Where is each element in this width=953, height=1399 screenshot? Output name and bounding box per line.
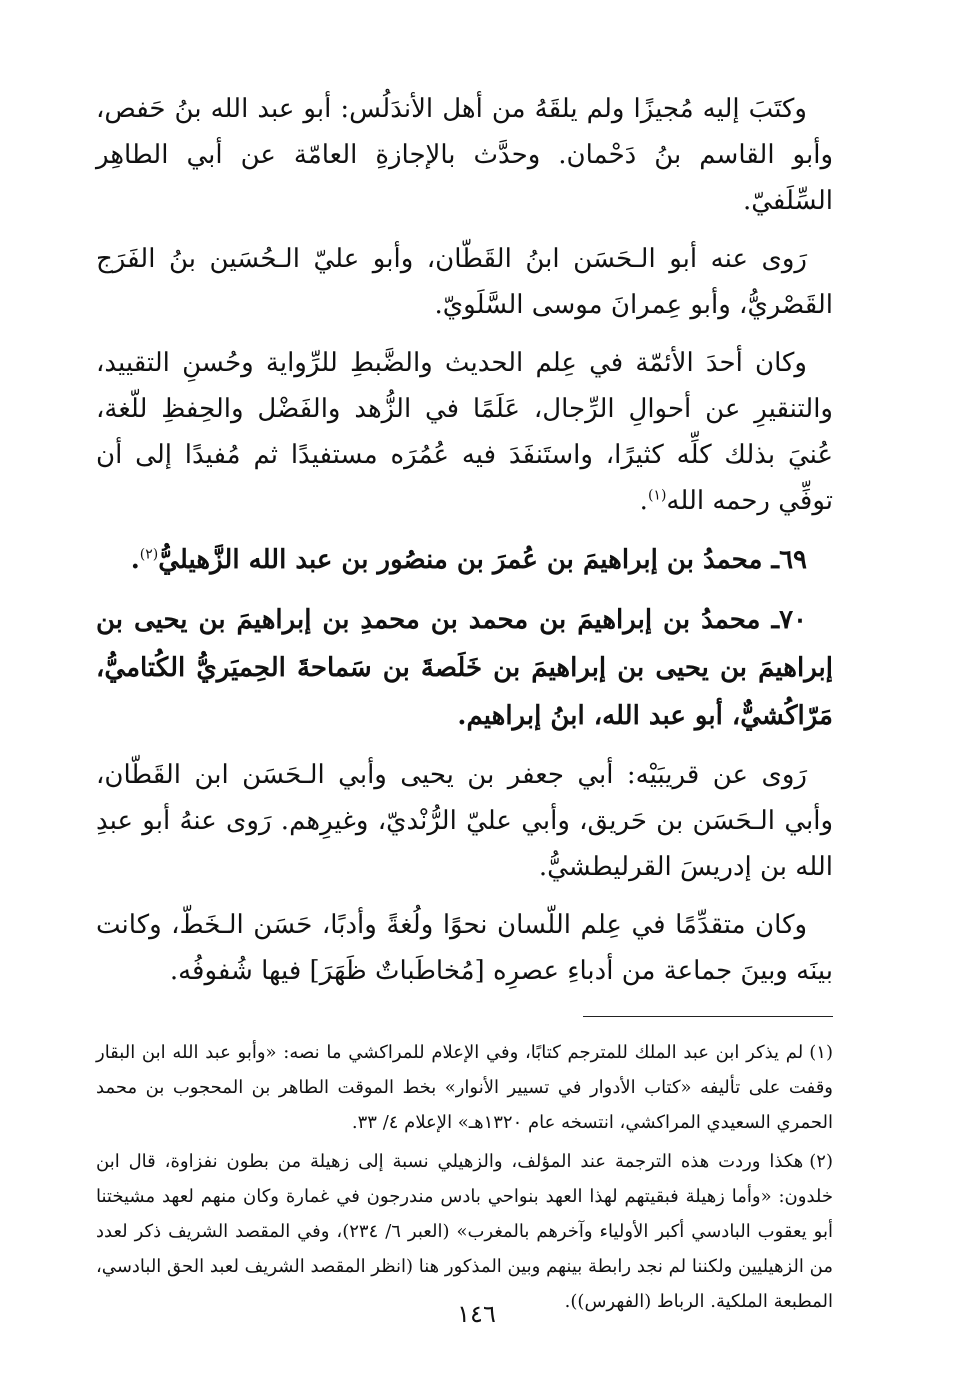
paragraph-text: رَوى عن قريبَيْه: أبي جعفر بن يحيى وأبي الـحَسَن ابن القَطّان، وأبي الـحَسَن بن حَريق، وأبي عليّ الرُّنْديّ، وغيرِهم. رَوى عنهُ أبو عبدِ الله بن إدريسَ القرليطشيُّ. [96,760,833,882]
footnote [96,1144,833,1319]
footnote-ref: (١) [647,487,667,504]
body-paragraph [96,902,833,994]
body-paragraph [96,86,833,224]
body-paragraph [96,236,833,328]
paragraph-text: وكان متقدِّمًا في عِلم اللّسان نحوًا ولُغةً وأدبًا، حَسَن الـخَطّ، وكانت بينَه وبينَ جماعة من أدباءِ عصرِه [مُخاطَباتٌ ظَهَرَ] فيها شُفوفُه. [96,910,833,986]
page-number: ١٤٦ [457,1300,496,1328]
paragraph-text: رَوى عنه أبو الـحَسَن ابنُ القَطّان، وأبو عليّ الـحُسَين بنُ الفَرَج القَصْريُّ، وأبو عِمرانَ موسى السَّلَويّ. [96,244,833,320]
footnote-text: لم يذكر ابن عبد الملك للمترجم كتابًا، وفي الإعلام للمراكشي ما نصه: «وأبو عبد الله ابن البقار وقفت على تأليفه «كتاب الأدوار في تسيير الأنوار» بخط الموقت الطاهر بن المحجوب بن محمد الحمري السعيدي المراكشي، انتسخه عام ١٣٢٠هـ» الإعلام ٤/ ٣٣. [96,1042,833,1133]
footnote-number: (١) [809,1042,833,1063]
body-paragraph: وكان أحدَ الأئمّة في عِلم الحديث والضَّبطِ للرِّواية وحُسنِ التقييد، والتنقيرِ عن أحوالِ الرِّجال، عَلَمًا في الزُّهد والفَضْل والحِفظِ للّغة، عُنيَ بذلك كلِّه كثيرًا، واستَنفَدَ فيه عُمُرَه مستفيدًا ثم مُفيدًا إلى أن توفِّي رحمه الله$^{(١)}$. [96,348,833,516]
body-paragraph [96,752,833,890]
paragraph-text: وكان أحدَ الأئمّة في عِلم الحديث والضَّبطِ للرِّواية وحُسنِ التقييد، والتنقيرِ عن أحوالِ الرِّجال، عَلَمًا في الزُّهد والفَضْل والحِفظِ للّغة، عُنيَ بذلك كلِّه كثيرًا، واستَنفَدَ فيه عُمُرَه مستفيدًا ثم مُفيدًا إلى أن توفِّي رحمه الله [96,348,833,516]
footnote-number: (٢) [809,1151,833,1172]
footnote-text: هكذا وردت هذه الترجمة عند المؤلف، والزهيلي نسبة إلى زهيلة من بطون نفزاوة، قال ابن خلدون: «وأما زهيلة فبقيتهم لهذا العهد بنواحي بادس مندرجون في غمارة وكان منهم لعهد مشيختنا أبو يعقوب البادسي أكبر الأولياء وآخرهم بالمغرب» (العبر ٦/ ٢٣٤)، وفي المقصد الشريف ذكر لعدد من الزهيليين ولكننا لم نجد رابطة بينهم وبين المذكور هنا (انظر المقصد الشريف لعبد الحق البادسي، المطبعة الملكية. الرباط (الفهرس)). [96,1151,833,1312]
biography-entry-heading: ٦٩ـ محمدُ بن إبراهيمَ بن عُمرَ بن منصُور بن عبد الله الزَّهيليُّ$^{(٢)}$. [130,545,807,575]
entry-text: ٧٠ـ محمدُ بن إبراهيمَ بن محمد بن محمدِ بن إبراهيمَ بن يحيى بن إبراهيمَ بن يحيى بن إبراهيمَ بن خَلَصةَ بن سَماحةَ الحِميَريُّ الكُتاميُّ، مَرّاكُشيٌّ، أبو عبد الله، ابنُ إبراهيم. [96,605,833,731]
footnote-separator [583,1016,833,1017]
footnote-ref: (٢) [139,546,159,563]
biography-entry-heading [96,596,833,740]
page-body [96,86,833,1323]
paragraph-text: وكتَبَ إليه مُجيزًا ولم يلقَهُ من أهل الأندَلُس: أبو عبد الله بنُ حَفص، وأبو القاسم بنُ دَحْمان. وحدَّث بالإجازةِ العامّة عن أبي الطاهِر السِّلَفيّ. [96,94,833,216]
entry-text: ٦٩ـ محمدُ بن إبراهيمَ بن عُمرَ بن منصُور بن عبد الله الزَّهيليُّ [158,545,807,575]
footnote [96,1035,833,1140]
